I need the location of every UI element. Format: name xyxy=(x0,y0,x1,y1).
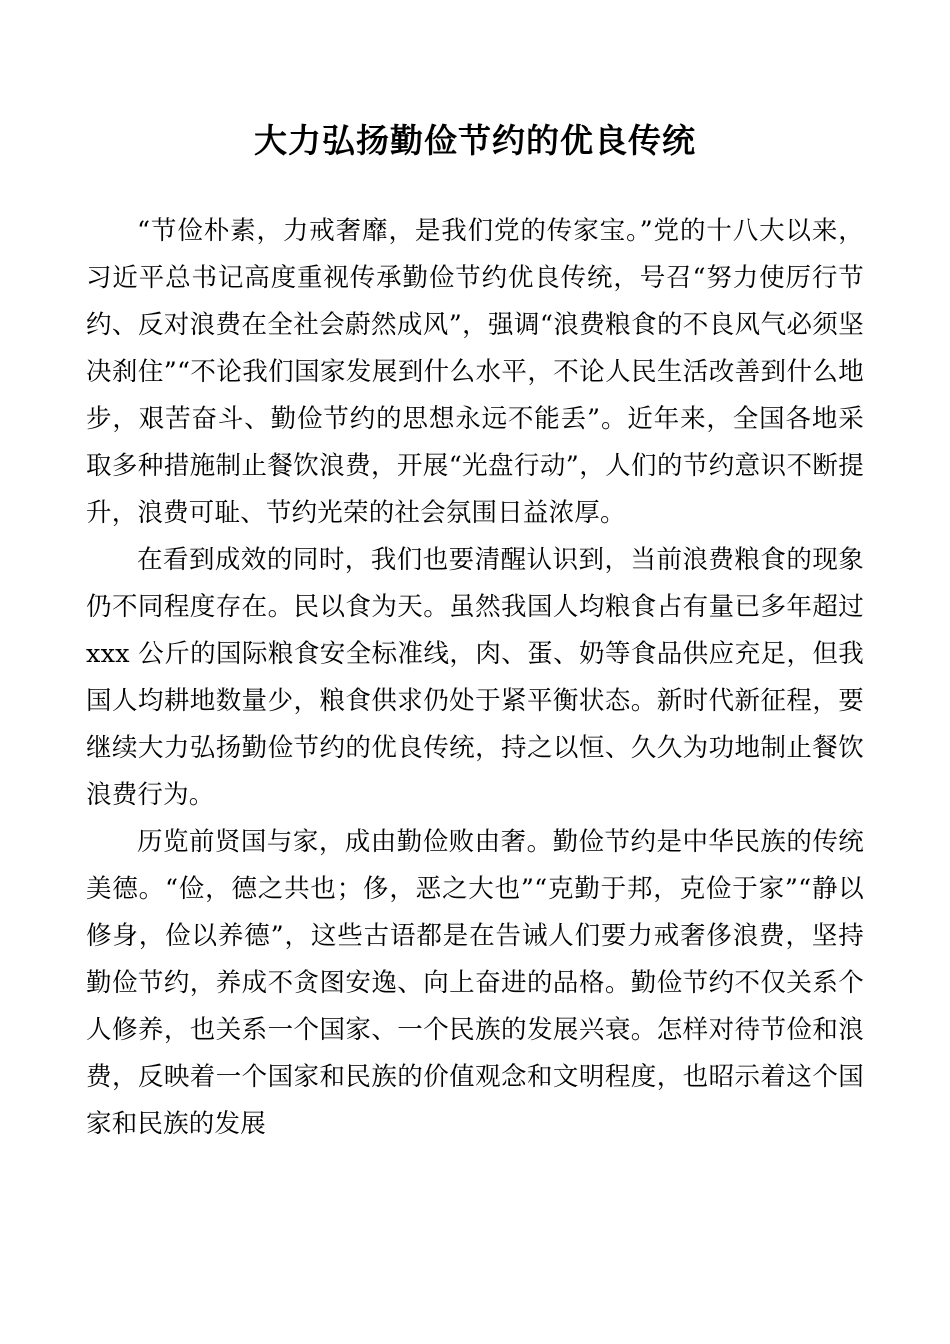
document-body xyxy=(86,208,864,1148)
paragraph-1: “节俭朴素，力戒奢靡，是我们党的传家宝。”党的十八大以来，习近平总书记高度重视传承勤俭节约优良传统，号召“努力使厉行节约、反对浪费在全社会蔚然成风”，强调“浪费粮食的不良风气必须坚决刹住”“不论我们国家发展到什么水平，不论人民生活改善到什么地步，艰苦奋斗、勤俭节约的思想永远不能丢”。近年来，全国各地采取多种措施制止餐饮浪费，开展“光盘行动”，人们的节约意识不断提升，浪费可耻、节约光荣的社会氛围日益浓厚。 xyxy=(86,216,864,529)
paragraph-2: 在看到成效的同时，我们也要清醒认识到，当前浪费粮食的现象仍不同程度存在。民以食为天。虽然我国人均粮食占有量已多年超过 xxx 公斤的国际粮食安全标准线，肉、蛋、奶等食品供应充足，但我国人均耕地数量少，粮食供求仍处于紧平衡状态。新时代新征程，要继续大力弘扬勤俭节约的优良传统，持之以恒、久久为功地制止餐饮浪费行为。 xyxy=(86,545,864,811)
paragraph-3: 历览前贤国与家，成由勤俭败由奢。勤俭节约是中华民族的传统美德。“俭，德之共也；侈，恶之大也”“克勤于邦，克俭于家”“静以修身，俭以养德”，这些古语都是在告诫人们要力戒奢侈浪费，坚持勤俭节约，养成不贪图安逸、向上奋进的品格。勤俭节约不仅关系个人修养，也关系一个国家、一个民族的发展兴衰。怎样对待节俭和浪费，反映着一个国家和民族的价值观念和文明程度，也昭示着这个国家和民族的发展 xyxy=(86,827,864,1140)
page-title: 大力弘扬勤俭节约的优良传统 xyxy=(254,121,696,160)
